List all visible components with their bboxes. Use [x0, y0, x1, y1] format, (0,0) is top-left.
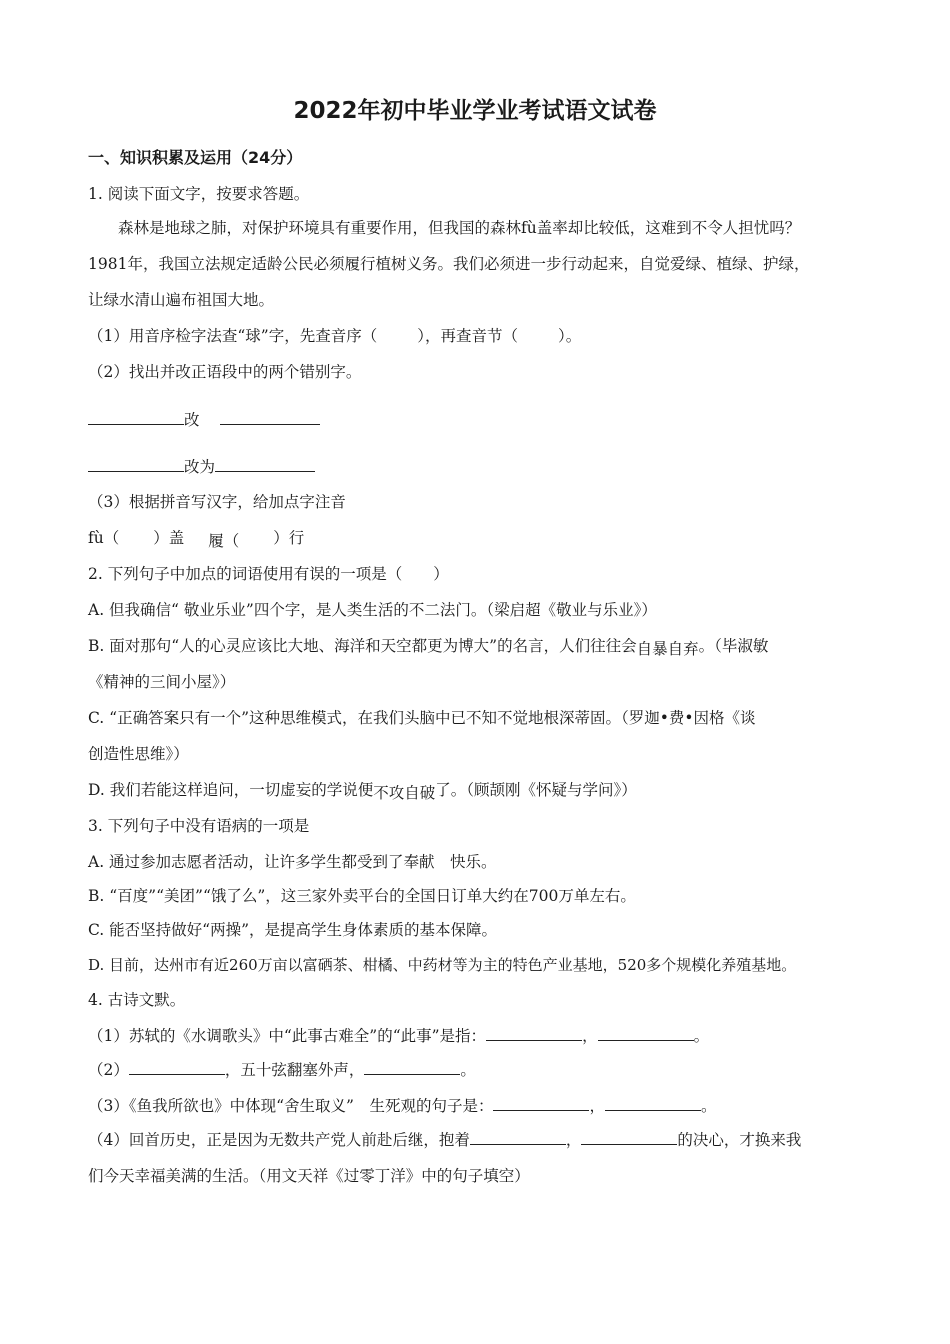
answer-blank[interactable]: [470, 1130, 566, 1145]
part-text: 的决心，才换来我: [677, 1131, 802, 1149]
correction-label: 改为: [184, 458, 216, 476]
part-1-text-b: ），再查音节（: [417, 327, 518, 345]
question-4-part-4-cont: 们今天幸福美满的生活。（用文天祥《过零丁洋》中的句子填空）: [88, 1167, 530, 1185]
answer-blank[interactable]: [220, 410, 320, 425]
part-text: （4）回首历史，正是因为无数共产党人前赴后继，抱着: [88, 1131, 470, 1149]
option-2b: [88, 636, 768, 656]
option-3c: C. 能否坚持做好“两操”，是提高学生身体素质的基本保障。: [88, 921, 498, 939]
passage-line-1: 森林是地球之肺，对保护环境具有重要作用，但我国的森林fù盖率却比较低，这难到不令人担忧吗？: [118, 219, 801, 237]
option-3d: D. 目前，达州市有近260万亩以富硒茶、柑橘、中药材等为主的特色产业基地，520多个规模化养殖基地。: [88, 956, 797, 974]
question-1-part-3: （3）根据拼音写汉字，给加点字注音: [88, 493, 346, 511]
answer-blank[interactable]: [486, 1026, 582, 1041]
punct: ，: [565, 1131, 582, 1149]
dotted-phrase: 不攻自破: [373, 784, 436, 802]
question-4-part-2: [88, 1060, 476, 1080]
question-4-part-3: [88, 1096, 717, 1116]
option-text: D. 我们若能这样追问，一切虚妄的学说便: [88, 781, 374, 799]
option-2c-cont: 创造性思维》）: [88, 745, 189, 763]
question-1-part-1: [88, 326, 581, 346]
answer-blank[interactable]: [215, 457, 315, 472]
dotted-phrase: 自暴自弃: [636, 640, 699, 658]
passage-line-2: 1981年，我国立法规定适龄公民必须履行植树义务。我们必须进一步行动起来，自觉爱绿、植绿、护绿，: [88, 255, 810, 273]
answer-blank[interactable]: [581, 1130, 677, 1145]
part-1-text-c: ）。: [557, 327, 582, 345]
option-2b-cont: 《精神的三间小屋》）: [88, 673, 236, 691]
char-xing: ）行: [273, 529, 305, 547]
punct: 。: [460, 1061, 476, 1079]
answer-blank[interactable]: [88, 410, 184, 425]
correction-row-1: [88, 410, 320, 430]
question-1-stem: 1. 阅读下面文字，按要求答题。: [88, 185, 310, 203]
option-2c: C. “正确答案只有一个”这种思维模式，在我们头脑中已不知不觉地根深蒂固。（罗迦•费•因格《谈: [88, 709, 756, 727]
answer-blank[interactable]: [129, 1060, 225, 1075]
option-2d: [88, 780, 637, 800]
char-lv: 履（: [208, 532, 240, 550]
punct: ，: [582, 1027, 598, 1045]
answer-blank[interactable]: [493, 1096, 589, 1111]
answer-blank[interactable]: [88, 457, 184, 472]
punct: 。: [700, 1097, 717, 1115]
question-1-part-2: （2）找出并改正语段中的两个错别字。: [88, 363, 362, 381]
option-2a: A. 但我确信“ 敬业乐业”四个字，是人类生活的不二法门。（梁启超《敬业与乐业》）: [88, 601, 657, 619]
question-4-part-4: [88, 1130, 801, 1150]
question-3-stem: 3. 下列句子中没有语病的一项是: [88, 817, 310, 835]
part-text: （2）: [88, 1061, 129, 1079]
punct: 。: [693, 1027, 710, 1045]
page-title: 2022年初中毕业学业考试语文试卷: [293, 98, 657, 124]
char-gai: ）盖: [153, 529, 185, 547]
answer-blank[interactable]: [598, 1026, 694, 1041]
part-1-text-a: （1）用音序检字法查“球”字，先查音序（: [88, 327, 378, 345]
part-text: ，五十弦翻塞外声，: [224, 1061, 365, 1079]
question-4-part-1: [88, 1026, 709, 1046]
correction-row-2: [88, 457, 315, 477]
pinyin-fu: fù（: [88, 529, 120, 547]
correction-label: 改: [184, 411, 200, 429]
part-text: （1）苏轼的《水调歌头》中“此事古难全”的“此事”是指：: [88, 1027, 487, 1045]
option-source: 。（毕淑敏: [698, 637, 769, 655]
option-source: 了。（顾颉刚《怀疑与学问》）: [435, 781, 637, 799]
passage-line-3: 让绿水清山遍布祖国大地。: [88, 291, 275, 309]
option-3a: A. 通过参加志愿者活动，让许多学生都受到了奉献 快乐。: [88, 853, 497, 871]
option-3b: B. “百度”“美团”“饿了么”，这三家外卖平台的全国日订单大约在700万单左右。: [88, 887, 636, 905]
answer-blank[interactable]: [364, 1060, 460, 1075]
part-text: （3）《鱼我所欲也》中体现“舍生取义” 生死观的句子是：: [88, 1097, 494, 1115]
option-text: B. 面对那句“人的心灵应该比大地、海洋和天空都更为博大”的名言，人们往往会: [88, 637, 637, 655]
punct: ，: [589, 1097, 605, 1115]
section-heading: 一、知识积累及运用（24分）: [88, 148, 303, 167]
question-2-stem: 2. 下列句子中加点的词语使用有误的一项是（ ）: [88, 565, 449, 583]
pinyin-row: [88, 528, 304, 548]
answer-blank[interactable]: [605, 1096, 701, 1111]
question-4-stem: 4. 古诗文默。: [88, 991, 186, 1009]
